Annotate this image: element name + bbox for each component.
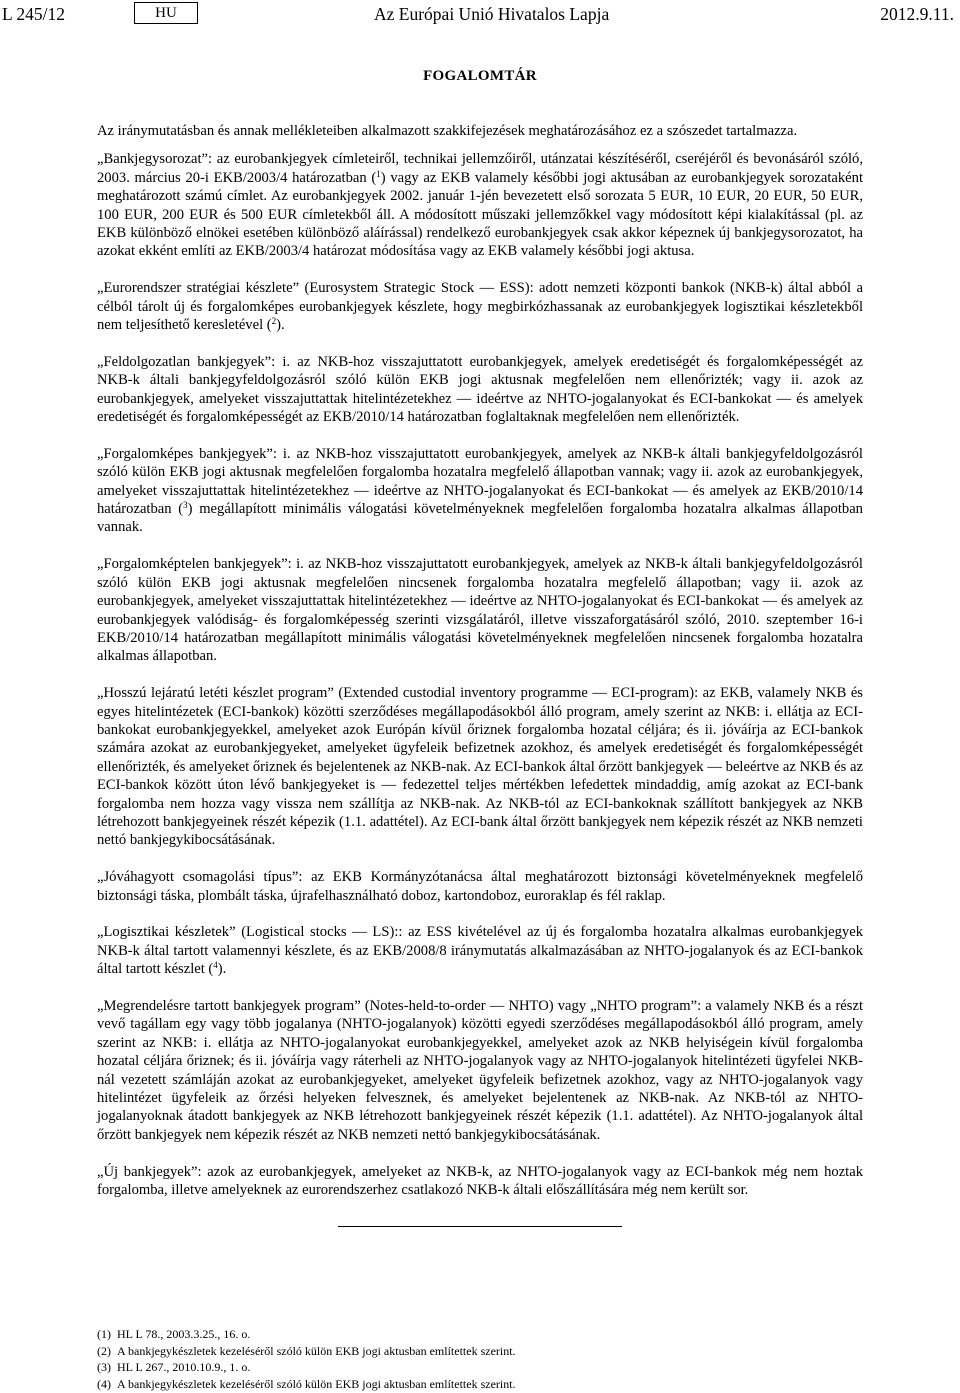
- footnote-text: HL L 267., 2010.10.9., 1. o.: [117, 1360, 251, 1375]
- glossary-entry: [97, 279, 863, 334]
- glossary-entry: [97, 868, 863, 905]
- entry-text: „Forgalomképes bankjegyek”: i. az NKB-hoz visszajuttatott eurobankjegyek, amelyek az NKB-k általi bankjegyfeldolgozásról szóló külön EKB jogi aktusnak megfelelően forgalomba hozatalra megfelelő állapotban vannak; vagy ii. azok az eurobankjegyek, amelyeket visszajuttattak hitelintézetekhez — ideértve az NHTO-jogalanyokat és ECI-bankokat — és amelyek az EKB/2010/14 határozatban (: [97, 445, 863, 518]
- footnote-text: A bankjegykészletek kezeléséről szóló külön EKB jogi aktusban említettek szerint.: [117, 1377, 516, 1392]
- footnote-item: [97, 1376, 863, 1393]
- footnote-item: [97, 1343, 863, 1360]
- glossary-entry: [97, 150, 863, 260]
- entry-text: „Logisztikai készletek” (Logistical stocks — LS):: az ESS kivételével az új és forgalomba hozatalra alkalmas eurobankjegyek NKB-k által tartott valamennyi készlete, és az EKB/2008/8 iránymutatás alkalmazásában az NHTO-jogalanyok és az ECI-bankok által tartott készlet (: [97, 924, 863, 978]
- page-header: [0, 2, 960, 28]
- footnote-item: [97, 1359, 863, 1376]
- footnote-ref[interactable]: 2: [271, 316, 277, 327]
- footnotes: [97, 1326, 863, 1393]
- glossary-entry: [97, 353, 863, 427]
- entry-text: „Eurorendszer stratégiai készlete” (Eurosystem Strategic Stock — ESS): adott nemzeti központi bankok (NKB-k) által abból a célból tárolt új és forgalomképes eurobankjegyek készlete, hogy megbirkózhassanak az eurobankjegyek logisztikai készletekből nem teljesíthető keresletével (: [97, 280, 863, 334]
- footnote-number: (2): [97, 1343, 111, 1358]
- entry-text: „Megrendelésre tartott bankjegyek program” (Notes-held-to-order — NHTO) vagy „NHTO program”: a valamely NKB és a részt vevő tagállam egy vagy több jogalanya (NHTO-jogalanyok) közötti egyedi szerződéses megállapodásokból álló program, amely szerint az NKB: i. ellátja az NHTO-jogalanyokat eurobankjegyekkel, amelyeket azok az NKB helyiségein kívül forgalomba hozatal céljára őriznek; és ii. jóváírja vagy ráterheli az NHTO-jogalanyok vagy az NHTO-jogalanyok hitelintézeti ügyfelei NKB-nál vezetett számláján azokat az eurobankjegyeket, amelyeket ügyfeleik befizetnek azokhoz, vagy az NHTO-jogalanyok vagy hitelintézet ügyfeleik az őrzési helyeken felvesznek, és amelyeket bejelentenek az NKB-nak. Az NKB-tól az NHTO-jogalanyoknak átadott bankjegyek az NKB létrehozott bankjegyeinek részét képezik (1.1. adattétel). Az NHTO-jogalanyok által őrzött bankjegyek nem képezik részét az NKB nemzeti nettó bankjegykibocsátásának.: [97, 997, 863, 1143]
- language-code-box: HU: [134, 2, 198, 24]
- glossary-entry: [97, 445, 863, 537]
- page-reference: L 245/12: [2, 4, 66, 24]
- footnote-ref[interactable]: 1: [376, 168, 381, 179]
- glossary-entry: [97, 997, 863, 1144]
- footnote-text: HL L 78., 2003.3.25., 16. o.: [117, 1327, 251, 1341]
- glossary-body: [97, 122, 863, 1218]
- entry-text: ) megállapított minimális válogatási követelményeknek megfelelően forgalomba hozatalra alkalmas állapotban vannak.: [97, 501, 863, 536]
- entry-text: „Hosszú lejáratú letéti készlet program” (Extended custodial inventory programme — ECI-program): az EKB, valamely NKB és egyes hitelintézetek (ECI-bankok) közötti szerződéses megállapodásokból álló program, amely szerint az NKB: i. ellátja az ECI-bankokat eurobankjegyekkel, amelyeket azok Európán kívül őriznek forgalomba hozatal céljára; és ii. jóváírja az ECI-bankok számára azokat az eurobankjegyeket, amelyeket ügyfeleik befizetnek azokhoz, és amelyek eredetiségét és forgalomképességét ellenőrizték, és amelyeket őriznek és bejelentenek az NKB-nak. Az ECI-bankok által őrzött bankjegyek — beleértve az NKB és az ECI-bankok között úton lévő bankjegyeket is — fedezettel teljes mértékben lefedettek mindaddig, amíg azokat az ECI-bank forgalomba nem hozza vagy vissza nem szállítja az NKB-nak. Az NKB-tól az ECI-bankoknak szállított bankjegyek az NKB létrehozott bankjegyeinek részét képezik (1.1. adattétel). Az ECI-bank által őrzött bankjegyek nem képezik részét az NKB nemzeti nettó bankjegykibocsátásának.: [97, 685, 863, 849]
- footnote-text: A bankjegykészletek kezeléséről szóló külön EKB jogi aktusban említettek szerint.: [117, 1343, 516, 1358]
- intro-paragraph: Az iránymutatásban és annak mellékleteiben alkalmazott szakkifejezések meghatározásához ez a szószedet tartalmazza.: [97, 123, 798, 139]
- entry-text: „Jóváhagyott csomagolási típus”: az EKB Kormányzótanácsa által meghatározott biztonsági követelményeknek megfelelő biztonsági táska, plombált táska, újrafelhasználható doboz, kartondoboz, euroraklap és fél raklap.: [97, 869, 863, 904]
- footnote-number: (1): [97, 1327, 111, 1341]
- entry-text: ).: [217, 961, 227, 978]
- footnote-number: (3): [97, 1360, 111, 1375]
- footnote-ref[interactable]: 4: [213, 960, 218, 971]
- glossary-entry: [97, 555, 863, 665]
- glossary-entry: [97, 923, 863, 978]
- entry-text: ).: [276, 317, 285, 334]
- glossary-entry: [97, 684, 863, 850]
- entry-text: „Feldolgozatlan bankjegyek”: i. az NKB-hoz visszajuttatott eurobankjegyek, amelyek eredetiségét és forgalomképességét az NKB-k általi bankjegyfeldolgozásról szóló külön EKB jogi aktusnak megfelelően nem ellenőrizték; vagy ii. azok az eurobankjegyek, amelyeket visszajuttattak hitelintézetekhez — ideértve az NHTO-jogalanyokat és ECI-bankokat — és amelyek eredetiségét és forgalomképességét az EKB/2010/14 határozatban foglaltaknak megfelelően nem ellenőrizték.: [97, 353, 863, 426]
- entry-text: „Forgalomképtelen bankjegyek”: i. az NKB-hoz visszajuttatott eurobankjegyek, amelyek az NKB-k általi bankjegyfeldolgozásról szóló külön EKB jogi aktusnak megfelelően nincsenek forgalomba hozatalra megfelelő állapotban; vagy ii. azok az eurobankjegyek, amelyeket visszajuttattak hitelintézetekhez — ideértve az NHTO-jogalanyokat és ECI-bankokat — és amelyek az eurobankjegyek valódiság- és forgalomképesség szerinti vizsgálatáról, illetve visszaforgatásáról szóló, 2010. szeptember 16-i EKB/2010/14 határozatban megállapított minimális válogatási követelményeknek megfelelően nincsenek forgalomba hozatalra alkalmas állapotban.: [97, 556, 863, 665]
- footnote-ref[interactable]: 3: [183, 500, 188, 511]
- footnote-separator: [338, 1226, 622, 1227]
- journal-title: Az Európai Unió Hivatalos Lapja: [374, 4, 610, 24]
- footnote-number: (4): [97, 1377, 111, 1392]
- entry-text: ) vagy az EKB valamely későbbi jogi aktusában az eurobankjegyek sorozataként meghatározott számú címlet. Az eurobankjegyek 2002. január 1-jén bevezetett első sorozata 5 EUR, 10 EUR, 20 EUR, 50 EUR, 100 EUR, 200 EUR és 500 EUR címletekből áll. A módosított műszaki jellemzőkkel vagy módosított képi kialakítással (pl. az EKB különböző elnökei esetében különböző aláírással) rendelkező eurobankjegyek csak akkor képeznek új bankjegysorozatot, ha azokat ekként említi az EKB/2003/4 határozat módosítása vagy az EKB valamely későbbi jogi aktusa.: [97, 169, 863, 260]
- publication-date: 2012.9.11.: [880, 4, 954, 24]
- glossary-entry: [97, 1163, 863, 1200]
- page-title: FOGALOMTÁR: [423, 68, 537, 84]
- entry-text: „Új bankjegyek”: azok az eurobankjegyek, amelyeket az NKB-k, az NHTO-jogalanyok vagy az ECI-bankok még nem hoztak forgalomba, illetve amelyeknek az eurorendszerhez csatlakozó NKB-k általi előszállítására még nem került sor.: [97, 1163, 863, 1199]
- entry-text: „Bankjegysorozat”: az eurobankjegyek címleteiről, technikai jellemzőiről, utánzatai készítéséről, cseréjéről és bevonásáról szóló, 2003. március 20-i EKB/2003/4 határozatban (: [97, 151, 863, 186]
- footnote-item: [97, 1326, 863, 1343]
